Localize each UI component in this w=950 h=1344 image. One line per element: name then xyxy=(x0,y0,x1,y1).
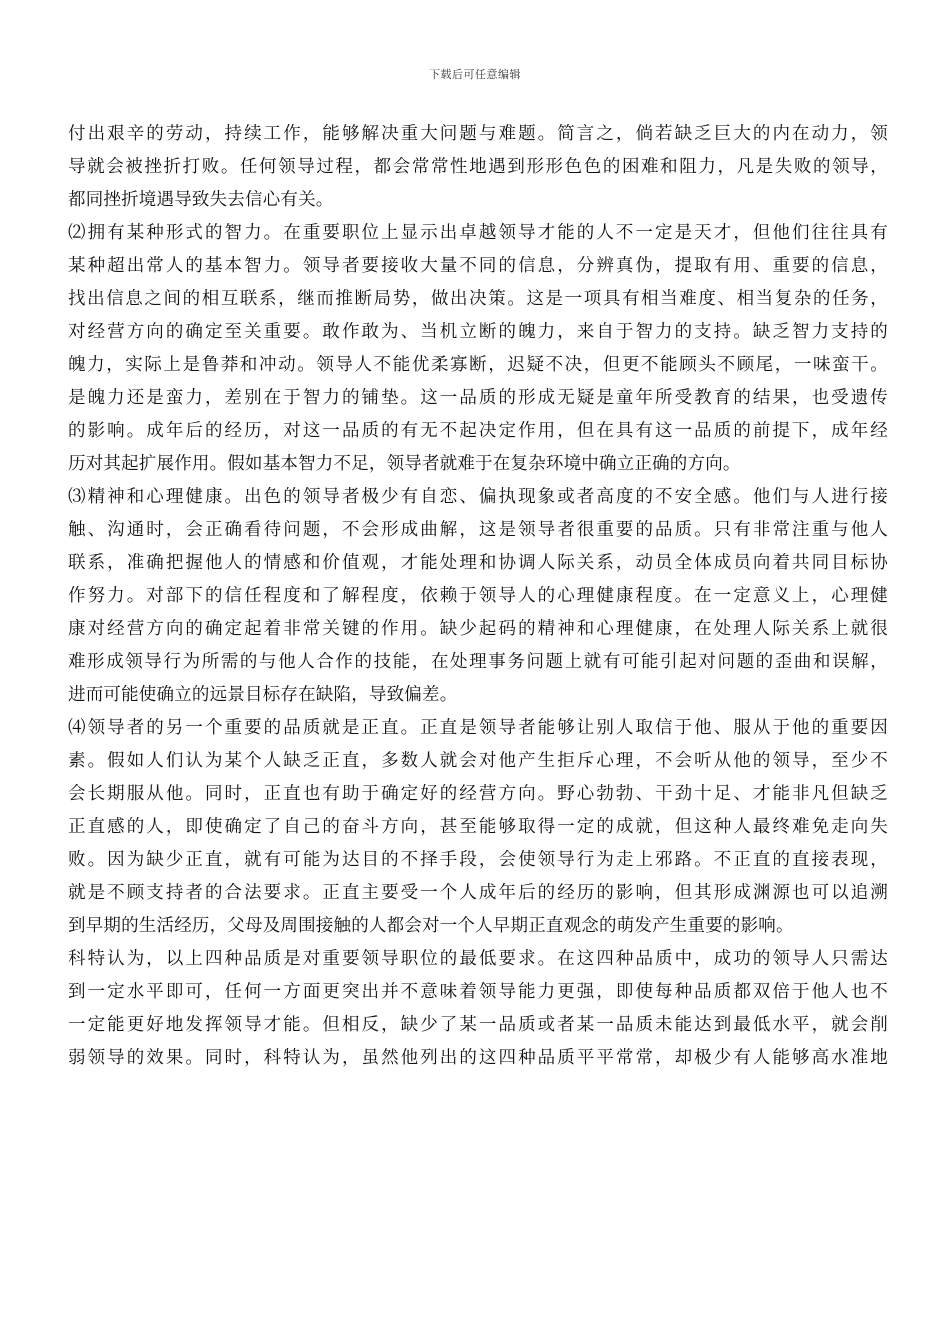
text-line: 素。假如人们认为某个人缺乏正直，多数人就会对他产生拒斥心理，不会听从他的领导，至少不 xyxy=(68,751,888,771)
text-line: 到一定水平即可，任何一方面更突出并不意味着领导能力更强，即使每种品质都双倍于他人也不 xyxy=(68,982,888,1002)
text-line: 康对经营方向的确定起着非常关键的作用。缺少起码的精神和心理健康，在处理人际关系上就很 xyxy=(68,619,888,639)
paragraph-5 xyxy=(68,943,888,1075)
text-line: 一定能更好地发挥领导才能。但相反，缺少了某一品质或者某一品质未能达到最低水平，就会削 xyxy=(68,1015,888,1035)
text-line: 就是不顾支持者的合法要求。正直主要受一个人成年后的经历的影响，但其形成渊源也可以追溯 xyxy=(68,883,888,903)
text-line: 导就会被挫折打败。任何领导过程，都会常常性地遇到形形色色的困难和阻力，凡是失败的领导， xyxy=(68,157,888,177)
text-line: ⑶精神和心理健康。出色的领导者极少有自恋、偏执现象或者高度的不安全感。他们与人进行接 xyxy=(68,487,888,507)
text-line: 对经营方向的确定至关重要。敢作敢为、当机立断的魄力，来自于智力的支持。缺乏智力支持的 xyxy=(68,322,888,342)
text-line: 都同挫折境遇导致失去信心有关。 xyxy=(68,190,334,210)
text-line: 找出信息之间的相互联系，继而推断局势，做出决策。这是一项具有相当难度、相当复杂的任务， xyxy=(68,289,888,309)
text-line: 难形成领导行为所需的与他人合作的技能，在处理事务问题上就有可能引起对问题的歪曲和误解， xyxy=(68,652,888,672)
paragraph-1 xyxy=(68,118,888,217)
text-line: 魄力，实际上是鲁莽和冲动。领导人不能优柔寡断，迟疑不决，但更不能顾头不顾尾，一味蛮干。 xyxy=(68,355,888,375)
text-line: 某种超出常人的基本智力。领导者要接收大量不同的信息，分辨真伪，提取有用、重要的信息， xyxy=(68,256,888,276)
text-line: 触、沟通时，会正确看待问题，不会形成曲解，这是领导者很重要的品质。只有非常注重与他人 xyxy=(68,520,888,540)
page-header: 下载后可任意编辑 xyxy=(429,68,521,81)
text-line: 付出艰辛的劳动，持续工作，能够解决重大问题与难题。简言之，倘若缺乏巨大的内在动力，领 xyxy=(68,124,888,144)
text-line: 联系，准确把握他人的情感和价值观，才能处理和协调人际关系，动员全体成员向着共同目标协 xyxy=(68,553,888,573)
text-line: 到早期的生活经历，父母及周围接触的人都会对一个人早期正直观念的萌发产生重要的影响。 xyxy=(68,916,794,936)
text-line: 历对其起扩展作用。假如基本智力不足，领导者就难于在复杂环境中确立正确的方向。 xyxy=(68,454,741,474)
text-line: 进而可能使确立的远景目标存在缺陷，导致偏差。 xyxy=(68,685,458,705)
document-body xyxy=(68,118,888,1075)
text-line: 会长期服从他。同时，正直也有助于确定好的经营方向。野心勃勃、干劲十足、才能非凡但缺乏 xyxy=(68,784,888,804)
paragraph-2 xyxy=(68,217,888,481)
text-line: 弱领导的效果。同时，科特认为，虽然他列出的这四种品质平平常常，却极少有人能够高水准地 xyxy=(68,1048,888,1068)
text-line: 正直感的人，即使确定了自己的奋斗方向，甚至能够取得一定的成就，但这种人最终难免走向失 xyxy=(68,817,888,837)
text-line: ⑵拥有某种形式的智力。在重要职位上显示出卓越领导才能的人不一定是天才，但他们往往具有 xyxy=(68,223,888,243)
text-line: 科特认为，以上四种品质是对重要领导职位的最低要求。在这四种品质中，成功的领导人只需达 xyxy=(68,949,888,969)
text-line: 的影响。成年后的经历，对这一品质的有无不起决定作用，但在具有这一品质的前提下，成年经 xyxy=(68,421,888,441)
paragraph-4 xyxy=(68,712,888,943)
text-line: 作努力。对部下的信任程度和了解程度，依赖于领导人的心理健康程度。在一定意义上，心理健 xyxy=(68,586,888,606)
paragraph-3 xyxy=(68,481,888,712)
text-line: 是魄力还是蛮力，差别在于智力的铺垫。这一品质的形成无疑是童年所受教育的结果，也受遗传 xyxy=(68,388,888,408)
text-line: ⑷领导者的另一个重要的品质就是正直。正直是领导者能够让别人取信于他、服从于他的重要因 xyxy=(68,718,888,738)
text-line: 败。因为缺少正直，就有可能为达目的不择手段，会使领导行为走上邪路。不正直的直接表现， xyxy=(68,850,888,870)
